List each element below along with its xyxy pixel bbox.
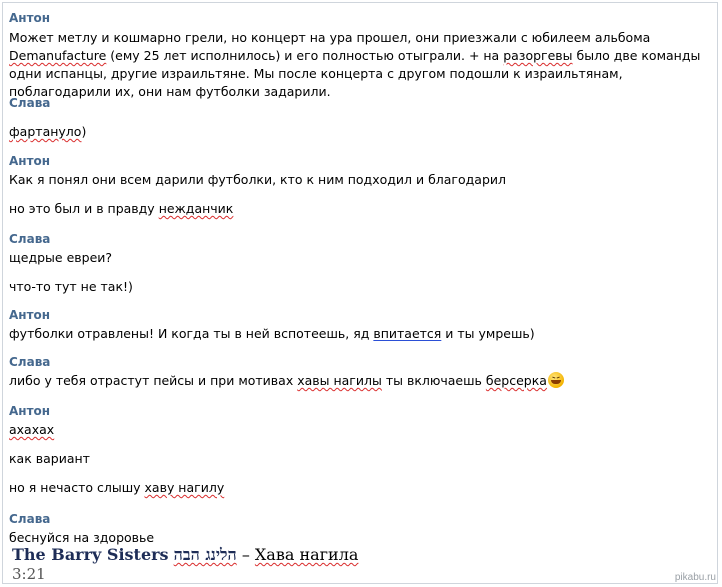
message-author[interactable]: Слава bbox=[9, 512, 51, 526]
song-hebrew-title: הלינג הבה bbox=[173, 545, 237, 564]
message-anton-3 bbox=[9, 308, 535, 343]
message-author[interactable]: Антон bbox=[9, 308, 51, 322]
message-text: футболки отравлены! И когда ты в ней вспотеешь, яд впитается и ты умрешь) bbox=[9, 326, 535, 341]
message-text: беснуйся на здоровье bbox=[9, 530, 155, 545]
message-author[interactable]: Антон bbox=[9, 404, 51, 418]
message-text: Как я понял они всем дарили футболки, кто к ним подходил и благодарил bbox=[9, 172, 506, 187]
song-duration: 3:21 bbox=[12, 565, 46, 583]
message-author[interactable]: Антон bbox=[9, 11, 51, 25]
message-text: либо у тебя отрастут пейсы и при мотивах хавы нагилы ты включаешь берсерка bbox=[9, 372, 564, 390]
message-author[interactable]: Слава bbox=[9, 232, 51, 246]
message-text: ахахах bbox=[9, 422, 55, 437]
message-anton-2 bbox=[9, 154, 506, 218]
grinning-squinting-face-icon bbox=[548, 372, 564, 388]
message-author[interactable]: Слава bbox=[9, 96, 51, 110]
message-text: но я нечасто слышу хаву нагилу bbox=[9, 480, 225, 495]
message-anton-4 bbox=[9, 404, 224, 497]
watermark: pikabu.ru bbox=[674, 572, 716, 583]
message-anton-1 bbox=[9, 11, 709, 101]
message-author[interactable]: Слава bbox=[9, 355, 51, 369]
message-slava-1 bbox=[9, 96, 86, 141]
song-title[interactable]: Хава нагила bbox=[254, 545, 359, 564]
message-text: фартануло) bbox=[9, 124, 87, 139]
message-text: что-то тут не так!) bbox=[9, 279, 133, 294]
message-slava-2 bbox=[9, 232, 133, 296]
message-text: Может метлу и кошмарно грели, но концерт на ура прошел, они приезжали с юбилеем альбома Demanufacture (ему 25 лет исполнилось) и его полностью отыграли. + на разоргевы было две команды одни испанцы, другие израильтяне. Мы после концерта с другом подошли к израильтянам, поблагодарили их, они нам футболки задарили. bbox=[9, 30, 701, 99]
message-text: но это был и в правду нежданчик bbox=[9, 201, 234, 216]
audio-attachment[interactable] bbox=[12, 545, 358, 565]
message-slava-4 bbox=[9, 512, 154, 547]
message-text: щедрые евреи? bbox=[9, 250, 113, 265]
message-author[interactable]: Антон bbox=[9, 154, 51, 168]
song-artist[interactable]: The Barry Sisters bbox=[12, 545, 169, 564]
message-slava-3 bbox=[9, 355, 564, 390]
song-dash: – bbox=[241, 545, 250, 564]
message-text: как вариант bbox=[9, 451, 90, 466]
